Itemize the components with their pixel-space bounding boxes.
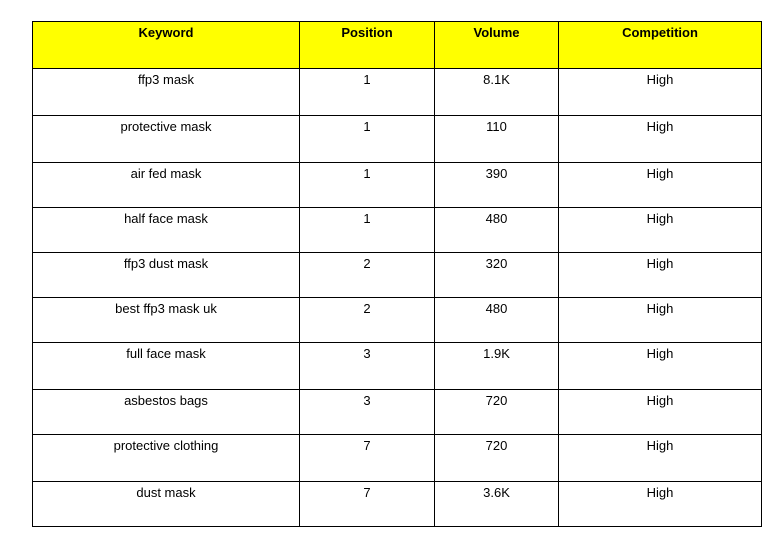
cell-position: 3 [300, 343, 435, 390]
cell-volume: 1.9K [435, 343, 559, 390]
table-row [33, 343, 762, 390]
cell-volume: 3.6K [435, 482, 559, 527]
cell-keyword: asbestos bags [33, 390, 300, 435]
header-competition: Competition [559, 22, 762, 69]
cell-position: 1 [300, 116, 435, 163]
cell-volume: 480 [435, 298, 559, 343]
cell-position: 1 [300, 208, 435, 253]
cell-volume: 110 [435, 116, 559, 163]
table-row [33, 116, 762, 163]
cell-volume: 720 [435, 435, 559, 482]
cell-volume: 320 [435, 253, 559, 298]
cell-keyword: protective clothing [33, 435, 300, 482]
cell-position: 1 [300, 69, 435, 116]
cell-keyword: best ffp3 mask uk [33, 298, 300, 343]
cell-position: 7 [300, 435, 435, 482]
cell-competition: High [559, 435, 762, 482]
cell-competition: High [559, 298, 762, 343]
table-row [33, 208, 762, 253]
table-row [33, 482, 762, 527]
header-volume: Volume [435, 22, 559, 69]
cell-volume: 480 [435, 208, 559, 253]
cell-volume: 720 [435, 390, 559, 435]
cell-competition: High [559, 116, 762, 163]
cell-keyword: full face mask [33, 343, 300, 390]
cell-keyword: ffp3 mask [33, 69, 300, 116]
table-row [33, 163, 762, 208]
cell-volume: 390 [435, 163, 559, 208]
cell-competition: High [559, 482, 762, 527]
cell-competition: High [559, 390, 762, 435]
header-position: Position [300, 22, 435, 69]
table-row [33, 390, 762, 435]
cell-position: 7 [300, 482, 435, 527]
cell-keyword: protective mask [33, 116, 300, 163]
cell-competition: High [559, 343, 762, 390]
header-row [33, 22, 762, 69]
cell-position: 1 [300, 163, 435, 208]
cell-position: 3 [300, 390, 435, 435]
cell-competition: High [559, 163, 762, 208]
cell-volume: 8.1K [435, 69, 559, 116]
cell-competition: High [559, 69, 762, 116]
cell-position: 2 [300, 298, 435, 343]
cell-keyword: ffp3 dust mask [33, 253, 300, 298]
table-row [33, 298, 762, 343]
table-row [33, 69, 762, 116]
cell-position: 2 [300, 253, 435, 298]
table-header [33, 22, 762, 69]
cell-competition: High [559, 253, 762, 298]
table-body [33, 69, 762, 527]
header-keyword: Keyword [33, 22, 300, 69]
cell-keyword: air fed mask [33, 163, 300, 208]
cell-competition: High [559, 208, 762, 253]
cell-keyword: dust mask [33, 482, 300, 527]
table-row [33, 435, 762, 482]
keyword-table [32, 21, 762, 527]
table-row [33, 253, 762, 298]
cell-keyword: half face mask [33, 208, 300, 253]
